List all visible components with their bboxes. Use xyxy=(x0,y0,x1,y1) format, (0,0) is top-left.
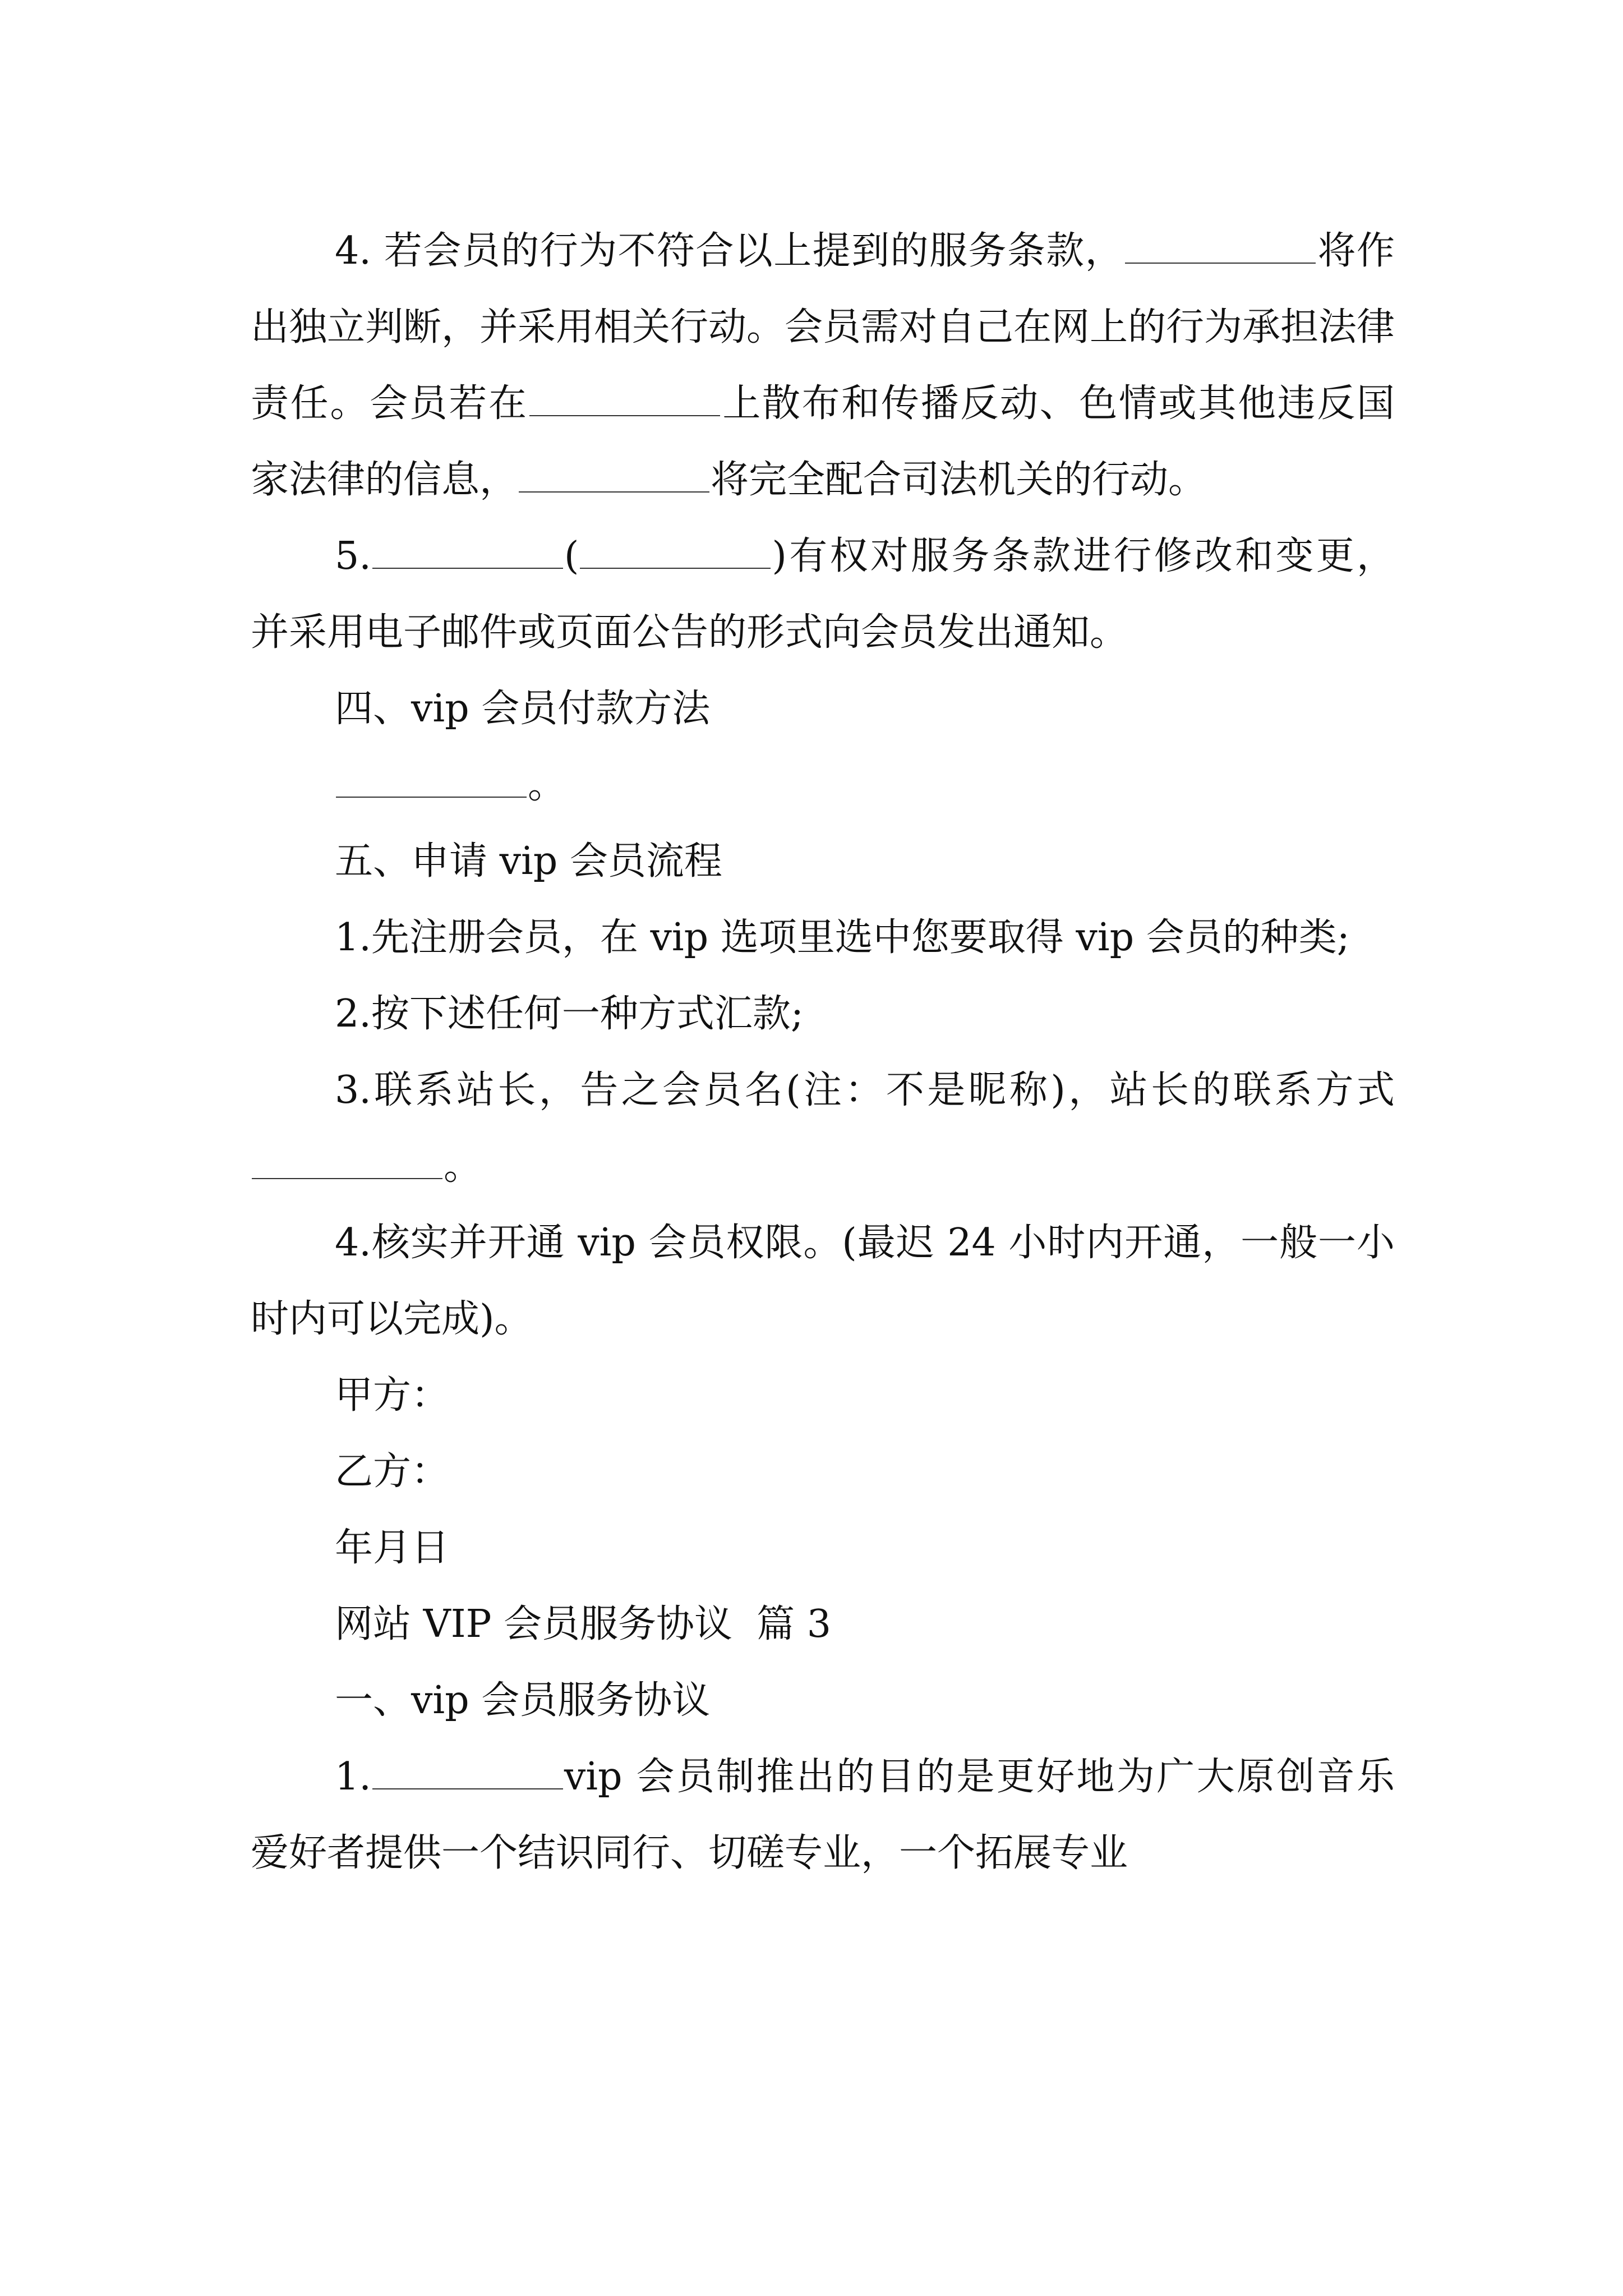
paragraph-payment-blank xyxy=(251,747,1395,823)
paragraph-p4 xyxy=(251,213,1395,518)
fill-in-blank xyxy=(372,531,563,569)
paragraph-text: 。 xyxy=(444,1144,482,1189)
paragraph-text: 将作出独立判断，并采用相关行动。会员需对自己在网上的行为承担法律责任。会员若在 xyxy=(251,229,1395,426)
paragraph-p5 xyxy=(251,518,1395,671)
paragraph-text: 五、申请 vip 会员流程 xyxy=(335,839,722,884)
paragraph-article-3-title xyxy=(251,1586,1395,1663)
paragraph-text: ( xyxy=(564,534,579,578)
paragraph-text: 将完全配合司法机关的行动。 xyxy=(711,458,1207,502)
paragraph-step-2 xyxy=(251,976,1395,1052)
paragraph-party-b xyxy=(251,1434,1395,1510)
paragraph-text: 甲方： xyxy=(335,1373,450,1418)
paragraph-section-5-title xyxy=(251,823,1395,900)
paragraph-text: 1.先注册会员，在 vip 选项里选中您要取得 vip 会员的种类; xyxy=(335,915,1350,960)
paragraph-clause-1 xyxy=(251,1739,1395,1892)
paragraph-text: 四、vip 会员付款方法 xyxy=(335,687,711,731)
paragraph-text: )有权对服务条款进行修改和变更，并采用电子邮件或页面公告的形式向会员发出通知。 xyxy=(251,534,1395,655)
fill-in-blank xyxy=(336,760,527,798)
paragraph-text: 5. xyxy=(335,534,371,578)
paragraph-section-4-title xyxy=(251,671,1395,747)
paragraph-text: 4. 若会员的行为不符合以上提到的服务条款， xyxy=(335,229,1124,273)
paragraph-text: 3.联系站长，告之会员名(注：不是昵称)，站长的联系方式 xyxy=(335,1068,1395,1112)
paragraph-text: 上散布和传播反动、色情或其他违反国家法律的信息， xyxy=(251,381,1395,502)
paragraph-text: 乙方： xyxy=(335,1450,450,1494)
paragraph-text: 一、vip 会员服务协议 xyxy=(335,1678,711,1723)
paragraph-text: 年月日 xyxy=(335,1526,450,1570)
fill-in-blank xyxy=(580,531,771,569)
paragraph-text: 。 xyxy=(528,763,566,807)
paragraph-date xyxy=(251,1510,1395,1586)
paragraph-text: 4.核实并开通 vip 会员权限。(最迟 24 小时内开通，一般一小时内可以完成)。 xyxy=(251,1221,1395,1341)
fill-in-blank xyxy=(372,1752,563,1789)
paragraph-text: 2.按下述任何一种方式汇款; xyxy=(335,992,804,1036)
paragraph-party-a xyxy=(251,1358,1395,1434)
fill-in-blank xyxy=(519,455,709,493)
paragraph-text: vip 会员制推出的目的是更好地为广大原创音乐爱好者提供一个结识同行、切磋专业，一个拓展专业 xyxy=(251,1755,1395,1875)
fill-in-blank xyxy=(529,379,720,416)
fill-in-blank xyxy=(252,1142,442,1179)
paragraph-section-1-title xyxy=(251,1663,1395,1739)
paragraph-step-4 xyxy=(251,1205,1395,1358)
paragraph-step-1 xyxy=(251,900,1395,976)
paragraph-text: 网站 VIP 会员服务协议 篇 3 xyxy=(335,1602,832,1646)
paragraph-step-3 xyxy=(251,1052,1395,1205)
document-body xyxy=(251,213,1395,1892)
paragraph-text: 1. xyxy=(335,1755,371,1799)
fill-in-blank xyxy=(1125,226,1316,264)
